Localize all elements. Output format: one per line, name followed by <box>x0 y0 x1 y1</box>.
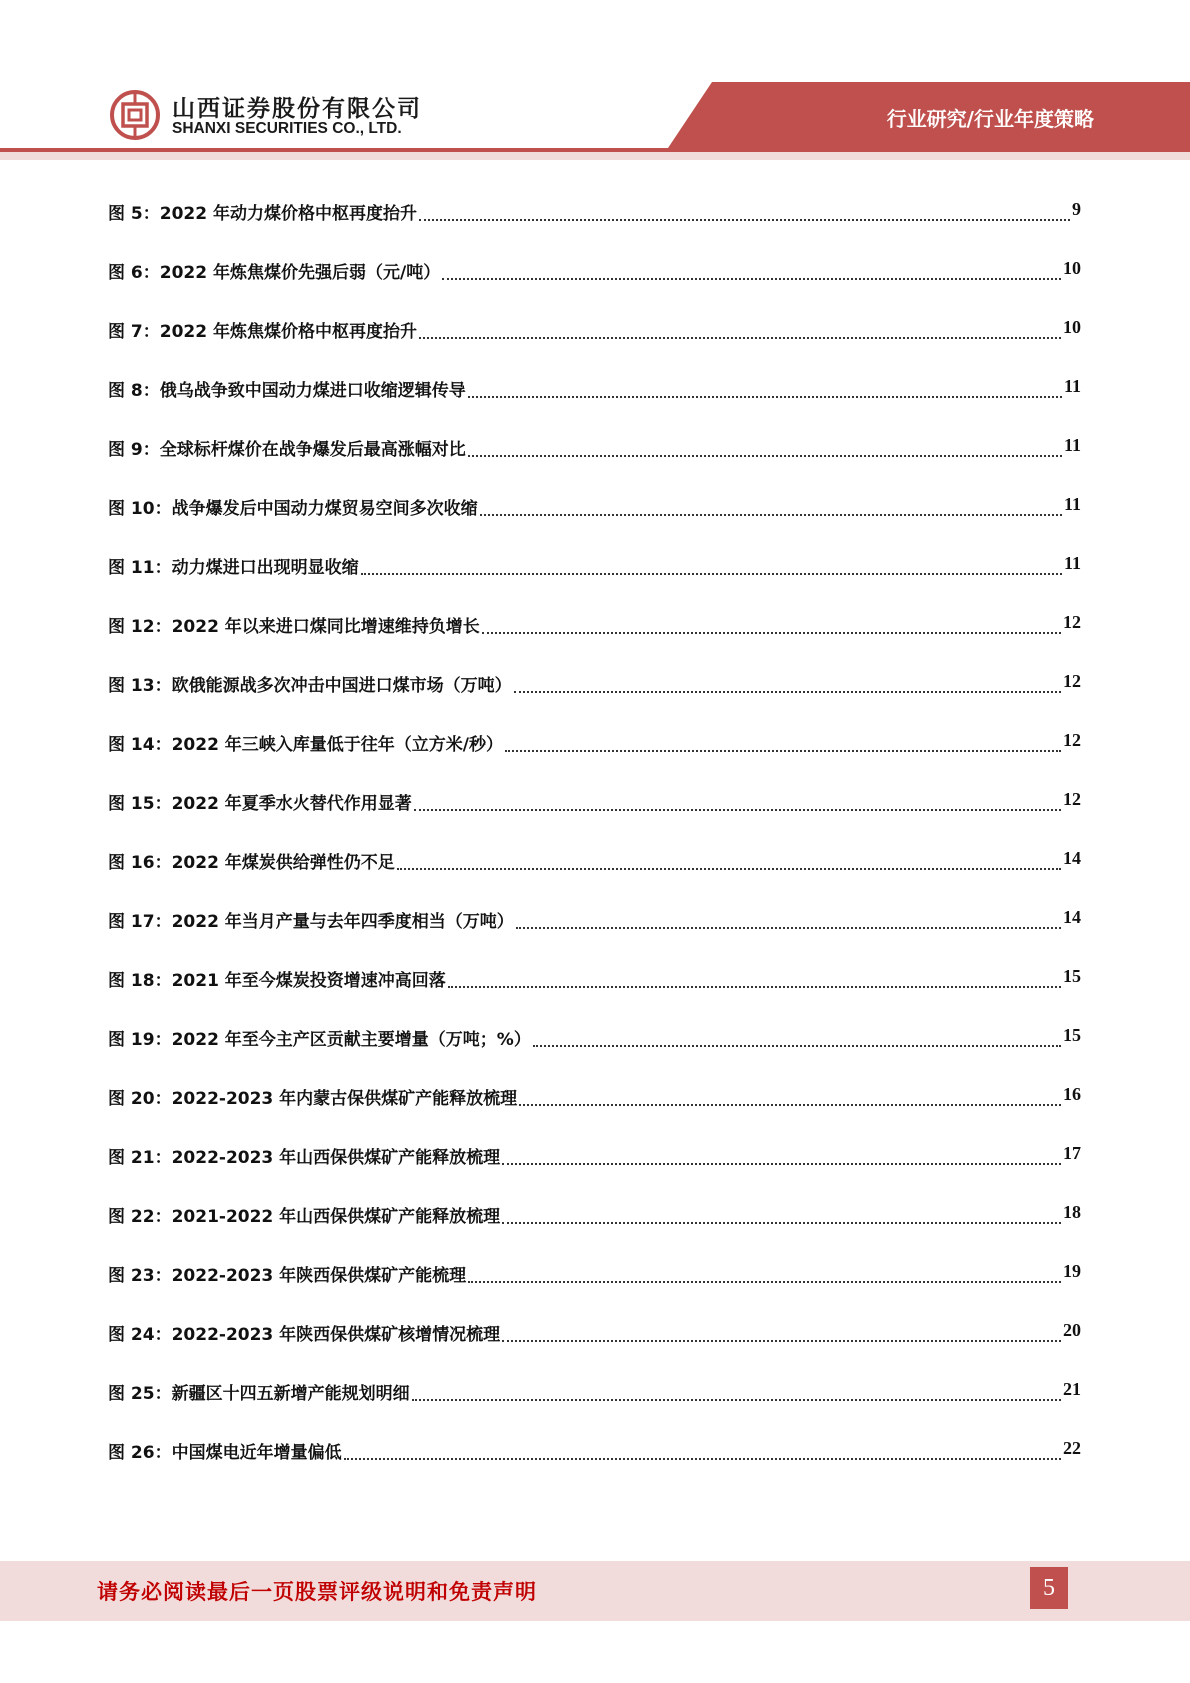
toc-page-number: 10 <box>1063 317 1081 337</box>
toc-page-number: 17 <box>1063 1143 1081 1163</box>
toc-entry[interactable] <box>108 848 1081 907</box>
toc-figure-title: 2022-2023 年内蒙古保供煤矿产能释放梳理 <box>171 1089 518 1109</box>
toc-page-number: 19 <box>1063 1261 1081 1281</box>
toc-figure-label: 图 13： <box>108 676 172 696</box>
toc-figure-label: 图 23： <box>108 1266 172 1286</box>
toc-figure-title: 2022 年炼焦煤价格中枢再度抬升 <box>159 322 417 342</box>
toc-figure-title: 2022-2023 年山西保供煤矿产能释放梳理 <box>171 1148 501 1168</box>
toc-figure-title: 2022 年煤炭供给弹性仍不足 <box>171 853 395 873</box>
footer-disclaimer: 请务必阅读最后一页股票评级说明和免责声明 <box>97 1579 537 1604</box>
toc-figure-title: 新疆区十四五新增产能规划明细 <box>171 1384 410 1404</box>
toc-figure-label: 图 18： <box>108 971 172 991</box>
toc-page-number: 15 <box>1063 966 1081 986</box>
toc-entry[interactable] <box>108 1202 1081 1261</box>
toc-dot-leader <box>502 1339 1061 1342</box>
toc-entry[interactable] <box>108 1084 1081 1143</box>
toc-figure-label: 图 7： <box>108 322 160 342</box>
toc-entry[interactable] <box>108 376 1081 435</box>
toc-entry[interactable] <box>108 966 1081 1025</box>
toc-entry[interactable] <box>108 789 1081 848</box>
toc-dot-leader <box>448 985 1061 988</box>
toc-entry[interactable] <box>108 1320 1081 1379</box>
toc-entry[interactable] <box>108 1261 1081 1320</box>
toc-page-number: 11 <box>1063 553 1081 573</box>
toc-figure-title: 2022 年炼焦煤价先强后弱（元/吨） <box>159 263 441 283</box>
toc-figure-title: 动力煤进口出现明显收缩 <box>171 558 359 578</box>
toc-entry[interactable] <box>108 317 1081 376</box>
company-name-en: SHANXI SECURITIES CO., LTD. <box>172 120 402 137</box>
toc-figure-label: 图 5： <box>108 204 160 224</box>
toc-page-number: 9 <box>1072 199 1081 219</box>
toc-dot-leader <box>397 867 1061 870</box>
toc-figure-title: 2022 年动力煤价格中枢再度抬升 <box>159 204 417 224</box>
toc-figure-label: 图 22： <box>108 1207 172 1227</box>
toc-figure-label: 图 6： <box>108 263 160 283</box>
toc-page-number: 12 <box>1063 612 1081 632</box>
toc-figure-label: 图 16： <box>108 853 172 873</box>
toc-dot-leader <box>468 395 1062 398</box>
toc-figure-label: 图 14： <box>108 735 172 755</box>
toc-figure-label: 图 11： <box>108 558 172 578</box>
page-header <box>0 0 1190 160</box>
toc-dot-leader <box>519 1103 1061 1106</box>
toc-dot-leader <box>468 454 1062 457</box>
toc-dot-leader <box>468 1280 1061 1283</box>
toc-dot-leader <box>412 1398 1061 1401</box>
toc-page-number: 12 <box>1063 671 1081 691</box>
toc-figure-title: 2022 年当月产量与去年四季度相当（万吨） <box>171 912 514 932</box>
toc-entry[interactable] <box>108 494 1081 553</box>
toc-entry[interactable] <box>108 907 1081 966</box>
toc-dot-leader <box>502 1162 1061 1165</box>
toc-figure-title: 中国煤电近年增量偏低 <box>171 1443 342 1463</box>
toc-dot-leader <box>516 926 1061 929</box>
toc-page-number: 22 <box>1063 1438 1081 1458</box>
toc-page-number: 15 <box>1063 1025 1081 1045</box>
toc-entry[interactable] <box>108 258 1081 317</box>
toc-page-number: 21 <box>1063 1379 1081 1399</box>
toc-figure-label: 图 19： <box>108 1030 172 1050</box>
company-name-cn: 山西证券股份有限公司 <box>172 96 422 122</box>
toc-figure-title: 2022 年夏季水火替代作用显著 <box>171 794 412 814</box>
toc-figure-title: 2022 年至今主产区贡献主要增量（万吨；%） <box>171 1030 531 1050</box>
toc-dot-leader <box>482 631 1061 634</box>
toc-page-number: 11 <box>1063 376 1081 396</box>
toc-figure-label: 图 8： <box>108 381 160 401</box>
toc-figure-label: 图 12： <box>108 617 172 637</box>
toc-figure-title: 2022 年三峡入库量低于往年（立方米/秒） <box>171 735 504 755</box>
toc-page-number: 16 <box>1063 1084 1081 1104</box>
toc-page-number: 12 <box>1063 730 1081 750</box>
toc-dot-leader <box>344 1457 1061 1460</box>
toc-figure-label: 图 10： <box>108 499 172 519</box>
toc-figure-label: 图 20： <box>108 1089 172 1109</box>
toc-figure-label: 图 15： <box>108 794 172 814</box>
toc-figure-title: 欧俄能源战多次冲击中国进口煤市场（万吨） <box>171 676 512 696</box>
toc-dot-leader <box>514 690 1061 693</box>
toc-dot-leader <box>442 277 1061 280</box>
toc-entry[interactable] <box>108 1438 1081 1497</box>
toc-figure-label: 图 9： <box>108 440 160 460</box>
figure-table-of-contents <box>108 199 1081 1497</box>
toc-figure-label: 图 26： <box>108 1443 172 1463</box>
toc-dot-leader <box>502 1221 1061 1224</box>
toc-dot-leader <box>533 1044 1061 1047</box>
toc-entry[interactable] <box>108 553 1081 612</box>
toc-figure-title: 2021-2022 年山西保供煤矿产能释放梳理 <box>171 1207 501 1227</box>
toc-figure-title: 2021 年至今煤炭投资增速冲高回落 <box>171 971 446 991</box>
header-divider-light <box>0 152 1190 160</box>
shanxi-securities-logo-icon <box>110 90 160 140</box>
toc-entry[interactable] <box>108 1025 1081 1084</box>
toc-entry[interactable] <box>108 730 1081 789</box>
report-category: 行业研究/行业年度策略 <box>886 107 1094 131</box>
toc-dot-leader <box>419 218 1070 221</box>
toc-entry[interactable] <box>108 612 1081 671</box>
toc-dot-leader <box>419 336 1061 339</box>
toc-page-number: 10 <box>1063 258 1081 278</box>
toc-figure-title: 战争爆发后中国动力煤贸易空间多次收缩 <box>171 499 478 519</box>
toc-figure-title: 俄乌战争致中国动力煤进口收缩逻辑传导 <box>159 381 466 401</box>
toc-dot-leader <box>414 808 1061 811</box>
page-number: 5 <box>1030 1567 1068 1609</box>
toc-entry[interactable] <box>108 199 1081 258</box>
toc-figure-title: 全球标杆煤价在战争爆发后最高涨幅对比 <box>159 440 466 460</box>
toc-figure-label: 图 25： <box>108 1384 172 1404</box>
toc-figure-title: 2022 年以来进口煤同比增速维持负增长 <box>171 617 480 637</box>
toc-dot-leader <box>361 572 1062 575</box>
toc-entry[interactable] <box>108 1379 1081 1438</box>
toc-page-number: 12 <box>1063 789 1081 809</box>
toc-figure-title: 2022-2023 年陕西保供煤矿产能梳理 <box>171 1266 467 1286</box>
toc-figure-title: 2022-2023 年陕西保供煤矿核增情况梳理 <box>171 1325 501 1345</box>
toc-page-number: 18 <box>1063 1202 1081 1222</box>
toc-figure-label: 图 21： <box>108 1148 172 1168</box>
toc-page-number: 11 <box>1063 435 1081 455</box>
toc-entry[interactable] <box>108 435 1081 494</box>
toc-figure-label: 图 24： <box>108 1325 172 1345</box>
toc-page-number: 14 <box>1063 907 1081 927</box>
toc-page-number: 20 <box>1063 1320 1081 1340</box>
toc-dot-leader <box>505 749 1061 752</box>
toc-page-number: 14 <box>1063 848 1081 868</box>
toc-figure-label: 图 17： <box>108 912 172 932</box>
toc-page-number: 11 <box>1063 494 1081 514</box>
toc-entry[interactable] <box>108 1143 1081 1202</box>
toc-entry[interactable] <box>108 671 1081 730</box>
toc-dot-leader <box>480 513 1062 516</box>
